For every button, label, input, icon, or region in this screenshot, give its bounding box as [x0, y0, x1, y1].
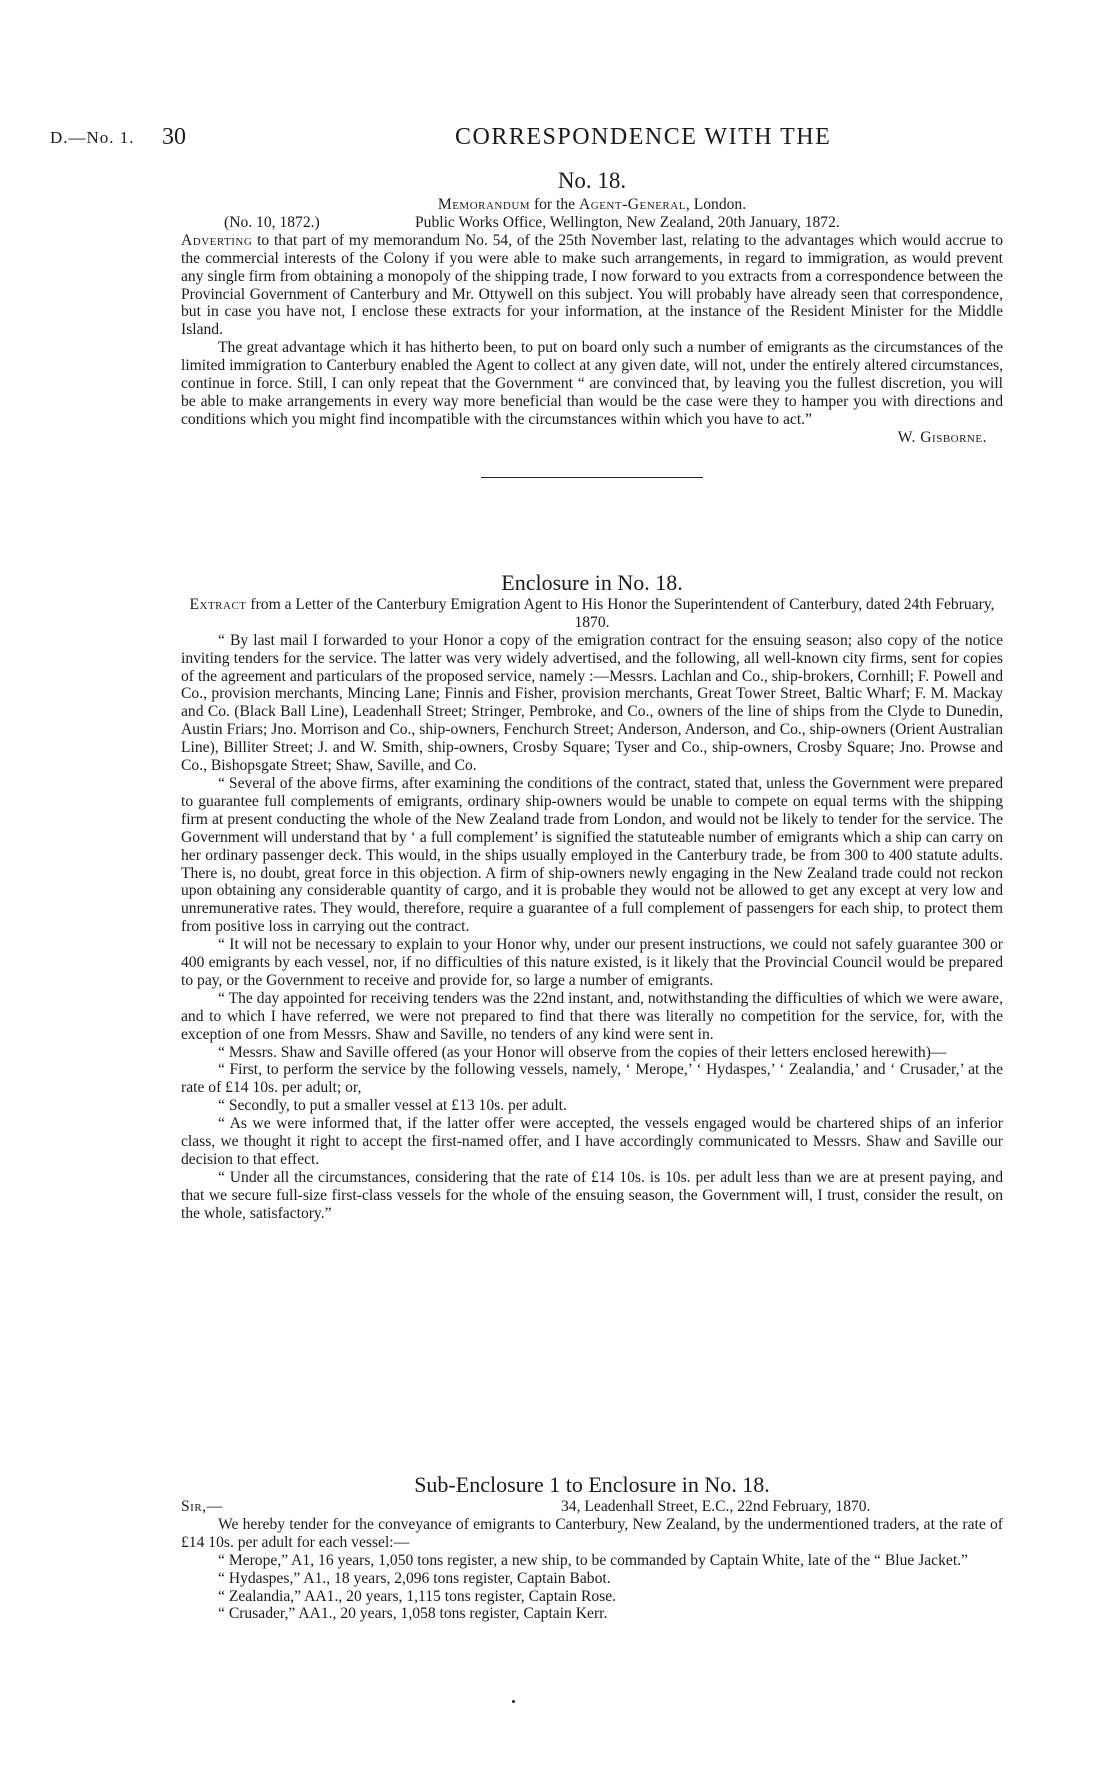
ship-entry: “ Hydaspes,” A1., 18 years, 2,096 tons register, Captain Babot.	[218, 1569, 611, 1587]
enclosure-paragraph: “ Several of the above firms, after examining the conditions of the contract, stated that, unless the Government were prepared to guarantee full complements of emigrants, ordinary ship-owners would be unable to compete on equal terms with the shipping firm at present conducting the whole of the New Zealand trade from London, and would not be likely to tender for the service. The Government will understand that by ‘ a full complement’ is signified the statuteable number of emigrants which a ship can carry on her ordinary passenger deck. This would, in the ships usually employed in the Canterbury trade, be from 300 to 400 statute adults. There is, no doubt, great force in this objection. A firm of ship-owners newly engaging in the New Zealand trade could not reckon upon obtaining any considerable quantity of cargo, and it is probable they would not be allowed to get any except at very low and unremunerative rates. They would, therefore, require a guarantee of a full complement of passengers for each ship, to protect them from positive loss in carrying out the contract.	[181, 774, 1003, 936]
memo-heading	[181, 196, 1003, 214]
memo-reference-number: (No. 10, 1872.)	[224, 213, 320, 231]
memo-heading-place: , London.	[685, 195, 747, 213]
memorandum-section	[181, 168, 1003, 508]
salutation-row	[181, 1498, 1003, 1516]
memo-paragraph-1	[181, 232, 1003, 339]
enclosure-paragraph: “ Messrs. Shaw and Saville offered (as your Honor will observe from the copies of their letters enclosed herewith)—	[218, 1043, 947, 1061]
memo-heading-lead: Memorandum	[437, 195, 531, 213]
document-reference: D.—No. 1.	[50, 128, 135, 147]
page-end-mark	[512, 1700, 515, 1703]
sub-enclosure-title: Sub-Enclosure 1 to Enclosure in No. 18.	[414, 1472, 770, 1497]
memo-paragraph-1-body: to that part of my memorandum No. 54, of the 25th November last, relating to the advantages which would accrue to the commercial interests of the Colony if you were able to make such arrangements, in regard to immigration, as would prevent any single firm from obtaining a monopoly of the shipping trade, I now forward to you extracts from a correspondence between the Provincial Government of Canterbury and Mr. Ottywell on this subject. You will probably have already seen that correspondence, but in case you have not, I enclose these extracts for your information, at the instance of the Resident Minister for the Middle Island.	[181, 231, 1003, 339]
running-head	[50, 124, 1060, 154]
enclosure-section	[181, 570, 1003, 1223]
memo-paragraph-1-lead: Adverting	[181, 231, 253, 249]
ship-entry: “ Zealandia,” AA1., 20 years, 1,115 tons register, Captain Rose.	[218, 1587, 617, 1605]
salutation: Sir,—	[181, 1497, 223, 1515]
memo-signature: W. Gisborne.	[897, 428, 987, 446]
memo-heading-addressee: Agent-General	[578, 195, 686, 213]
enclosure-paragraph: “ Under all the circumstances, considering that the rate of £14 10s. is 10s. per adult less than we are at present paying, and that we secure full-size first-class vessels for the whole of the ensuing season, the Government will, I trust, consider the result, on the whole, satisfactory.”	[181, 1168, 1003, 1222]
memo-number-title: No. 18.	[557, 168, 627, 193]
enclosure-intro	[181, 596, 1003, 632]
ship-entry: “ Crusader,” AA1., 20 years, 1,058 tons register, Captain Kerr.	[218, 1605, 608, 1623]
letter-dateline: 34, Leadenhall Street, E.C., 22nd February, 1870.	[561, 1497, 871, 1515]
enclosure-paragraph: “ By last mail I forwarded to your Honor a copy of the emigration contract for the ensuing season; also copy of the notice inviting tenders for the service. The latter was very widely advertised, and the following, all well-known city firms, sent for copies of the agreement and particulars of the proposed service, namely :—Messrs. Lachlan and Co., ship-brokers, Cornhill; F. Powell and Co., provision merchants, Mincing Lane; Finnis and Fisher, provision merchants, Great Tower Street, Baltic Wharf; F. M. Mackay and Co. (Black Ball Line), Leadenhall Street; Stringer, Pembroke, and Co., owners of the line of ships from the Clyde to Dunedin, Austin Friars; Jno. Morrison and Co., ship-owners, Fenchurch Street; Anderson, Anderson, and Co., ship-owners (Orient Australian Line), Billiter Street; J. and W. Smith, ship-owners, Crosby Square; Tyser and Co., ship-owners, Crosby Square; Jno. Prowse and Co., Bishopsgate Street; Shaw, Saville, and Co.	[181, 631, 1003, 775]
tender-intro: We hereby tender for the conveyance of emigrants to Canterbury, New Zealand, by the undermentioned traders, at the rate of £14 10s. per adult for each vessel:—	[181, 1515, 1003, 1551]
enclosure-title: Enclosure in No. 18.	[501, 570, 683, 595]
enclosure-paragraph: “ Secondly, to put a smaller vessel at £13 10s. per adult.	[218, 1097, 567, 1115]
page-number: 30	[162, 124, 186, 150]
memo-dateline: Public Works Office, Wellington, New Zealand, 20th January, 1872.	[415, 213, 840, 231]
section-divider	[481, 477, 703, 478]
sub-enclosure-section	[181, 1472, 1003, 1623]
enclosure-paragraph: “ It will not be necessary to explain to your Honor why, under our present instructions, we could not safely guarantee 300 or 400 emigrants by each vessel, nor, if no difficulties of this nature existed, is it likely that the Provincial Council would be prepared to pay, or the Government to receive and provide for, so large a number of emigrants.	[181, 936, 1003, 989]
ship-entry: “ Merope,” A1, 16 years, 1,050 tons register, a new ship, to be commanded by Captain White, late of the “ Blue Jacket.”	[218, 1551, 968, 1569]
memo-paragraph-2: The great advantage which it has hitherto been, to put on board only such a number of emigrants as the circumstances of the limited immigration to Canterbury enabled the Agent to collect at any given date, will not, under the entirely altered circumstances, continue in force. Still, I can only repeat that the Government “ are convinced that, by leaving you the fullest discretion, you will be able to make arrangements in every way more beneficial than would be the case were they to hamper you with directions and conditions which you might find incompatible with the circumstances within which you have to act.”	[181, 339, 1003, 428]
enclosure-intro-body: from a Letter of the Canterbury Emigration Agent to His Honor the Superintendent of Canterbury, dated 24th February, 1870.	[246, 595, 995, 631]
enclosure-paragraph: “ The day appointed for receiving tenders was the 22nd instant, and, notwithstanding the difficulties of which we were aware, and to which I have referred, we were not prepared to find that there was literally no competition for the service, for, with the exception of one from Messrs. Shaw and Saville, no tenders of any kind were sent in.	[181, 989, 1003, 1043]
memo-dateline-row	[181, 214, 1003, 232]
enclosure-intro-lead: Extract	[189, 595, 247, 613]
running-title: CORRESPONDENCE WITH THE	[455, 124, 832, 150]
memo-heading-rest: for the	[530, 195, 579, 213]
enclosure-paragraph: “ First, to perform the service by the following vessels, namely, ‘ Merope,’ ‘ Hydaspes,’ ‘ Zealandia,’ and ‘ Crusader,’ at the rate of £14 10s. per adult; or,	[181, 1061, 1003, 1097]
enclosure-paragraph: “ As we were informed that, if the latter offer were accepted, the vessels engaged would be chartered ships of an inferior class, we thought it right to accept the first-named offer, and I have accordingly communicated to Messrs. Shaw and Saville our decision to that effect.	[181, 1115, 1003, 1168]
